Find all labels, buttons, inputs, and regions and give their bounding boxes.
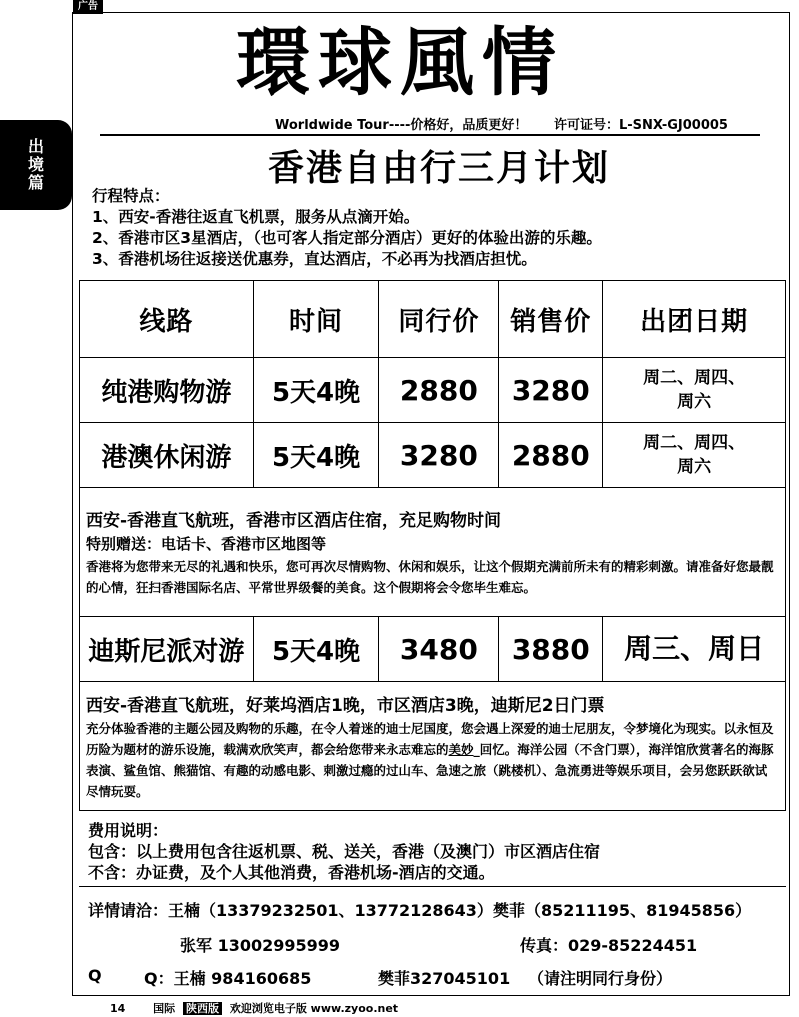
special-gift: 特别赠送：电话卡、香港市区地图等 xyxy=(86,535,327,553)
side-tab-char: 境 xyxy=(27,155,44,174)
slogan: Worldwide Tour----价格好，品质更好！ xyxy=(275,118,528,133)
feature-item: 3、香港机场往返接送优惠券，直达酒店，不必再为找酒店担忧。 xyxy=(92,250,537,268)
divider xyxy=(100,134,760,136)
header-departure-days: 出团日期 xyxy=(603,281,786,358)
desc-underlined-text: 美妙 xyxy=(448,741,474,757)
retail-price: 2880 xyxy=(499,423,603,488)
routes-table xyxy=(79,280,786,811)
route-duration: 5天4晚 xyxy=(253,423,379,488)
qq-label: Q xyxy=(88,966,102,985)
contact-phone: 张军 13002995999 xyxy=(180,936,341,955)
route-name: 迪斯尼派对游 xyxy=(80,617,254,682)
fee-title: 费用说明： xyxy=(88,821,169,840)
agent-price: 3480 xyxy=(379,617,499,682)
feature-item: 2、香港市区3星酒店，（也可客人指定部分酒店）更好的体验出游的乐趣。 xyxy=(92,229,602,247)
publication-logo: 陕西版 xyxy=(183,1002,222,1015)
contact-primary: 详情请洽：王楠（13379232501、13772128643） xyxy=(88,901,493,920)
departure-days-line: 周二、周四、 xyxy=(643,433,746,453)
route-description-body: 香港将为您带来无尽的礼遇和快乐，您可再次尽情购物、休闲和娱乐，让这个假期充满前所未有的精彩刺激。请准备好您最靓的心情，狂扫香港国际名店、平常世界级餐的美食。这个假期将会令您毕生难忘。 xyxy=(86,559,774,595)
route-description-body xyxy=(86,718,779,802)
agent-price: 2880 xyxy=(379,358,499,423)
header-duration: 时间 xyxy=(253,281,379,358)
fee-notes xyxy=(88,820,788,883)
desc-text: 充分体验香港的主题公园及购物的乐趣，在令人着迷的迪士尼国度，您会遇上深爱的迪士尼朋友，令梦境化为现实。以永恒及历险为题材的游乐设施，载满欢欣笑声，都会给您带来永志难忘的 xyxy=(86,720,774,757)
route-description-lead: 西安-香港直飞航班，好莱坞酒店1晚，市区酒店3晚，迪斯尼2日门票 xyxy=(86,695,605,716)
desc-text: _回忆。海洋公园（不含门票），海洋馆欣赏著名的海豚表演、鲨鱼馆、熊猫馆、有趣的动感电影、刺激过瘾的过山车、急速之旅（跳楼机）、急流勇进等娱乐项目，会另您跃跃欲试尽情玩耍。 xyxy=(86,741,774,799)
header-retail-price: 销售价 xyxy=(499,281,603,358)
brand-logo-text: 環球風情 xyxy=(236,20,564,106)
route-description-row xyxy=(80,488,786,617)
agent-price: 3280 xyxy=(379,423,499,488)
table-header-row xyxy=(80,281,786,358)
route-name: 港澳休闲游 xyxy=(80,423,254,488)
license-number: 许可证号：L-SNX-GJ00005 xyxy=(553,118,728,133)
departure-days xyxy=(603,358,786,423)
footer-section: 国际 xyxy=(153,1002,176,1015)
contact-fax: 传真：029-85224451 xyxy=(520,936,698,955)
features-block xyxy=(92,186,792,270)
page-footer xyxy=(110,1000,398,1016)
side-tab-char: 篇 xyxy=(27,173,44,192)
page-number: 14 xyxy=(110,1002,126,1015)
route-duration: 5天4晚 xyxy=(253,358,379,423)
retail-price: 3880 xyxy=(499,617,603,682)
features-title: 行程特点： xyxy=(92,187,170,205)
side-tab-char: 出 xyxy=(27,137,44,156)
qq-secondary: 樊菲327045101 xyxy=(378,969,511,988)
route-duration: 5天4晚 xyxy=(253,617,379,682)
header-route: 线路 xyxy=(80,281,254,358)
table-row xyxy=(80,617,786,682)
route-description-row xyxy=(80,682,786,811)
table-row xyxy=(80,358,786,423)
fee-exclude: 不含：办证费，及个人其他消费，香港机场-酒店的交通。 xyxy=(88,863,495,882)
footer-text: 欢迎浏览电子版 www.zyoo.net xyxy=(229,1002,399,1015)
departure-days-line: 周六 xyxy=(677,392,712,412)
table-row xyxy=(80,423,786,488)
retail-price: 3280 xyxy=(499,358,603,423)
departure-days: 周三、周日 xyxy=(603,617,786,682)
page-title: 香港自由行三月计划 xyxy=(267,148,610,189)
qq-primary: Q：王楠 984160685 xyxy=(144,969,312,988)
feature-item: 1、西安-香港往返直飞机票，服务从点滴开始。 xyxy=(92,208,420,226)
header-agent-price: 同行价 xyxy=(379,281,499,358)
slogan-line xyxy=(275,114,760,133)
fee-include: 包含：以上费用包含往返机票、税、送关，香港（及澳门）市区酒店住宿 xyxy=(88,842,601,861)
route-name: 纯港购物游 xyxy=(80,358,254,423)
divider xyxy=(79,886,786,887)
section-side-tab xyxy=(0,120,72,210)
contact-line xyxy=(88,898,788,921)
qq-note: （请注明同行身份） xyxy=(528,969,673,988)
departure-days-line: 周二、周四、 xyxy=(643,368,746,388)
departure-days-line: 周六 xyxy=(677,457,712,477)
departure-days xyxy=(603,423,786,488)
contact-secondary: 樊菲（85211195、81945856） xyxy=(493,901,752,920)
ad-label: 广告 xyxy=(73,0,103,14)
route-description-lead: 西安-香港直飞航班，香港市区酒店住宿，充足购物时间 xyxy=(86,511,502,531)
